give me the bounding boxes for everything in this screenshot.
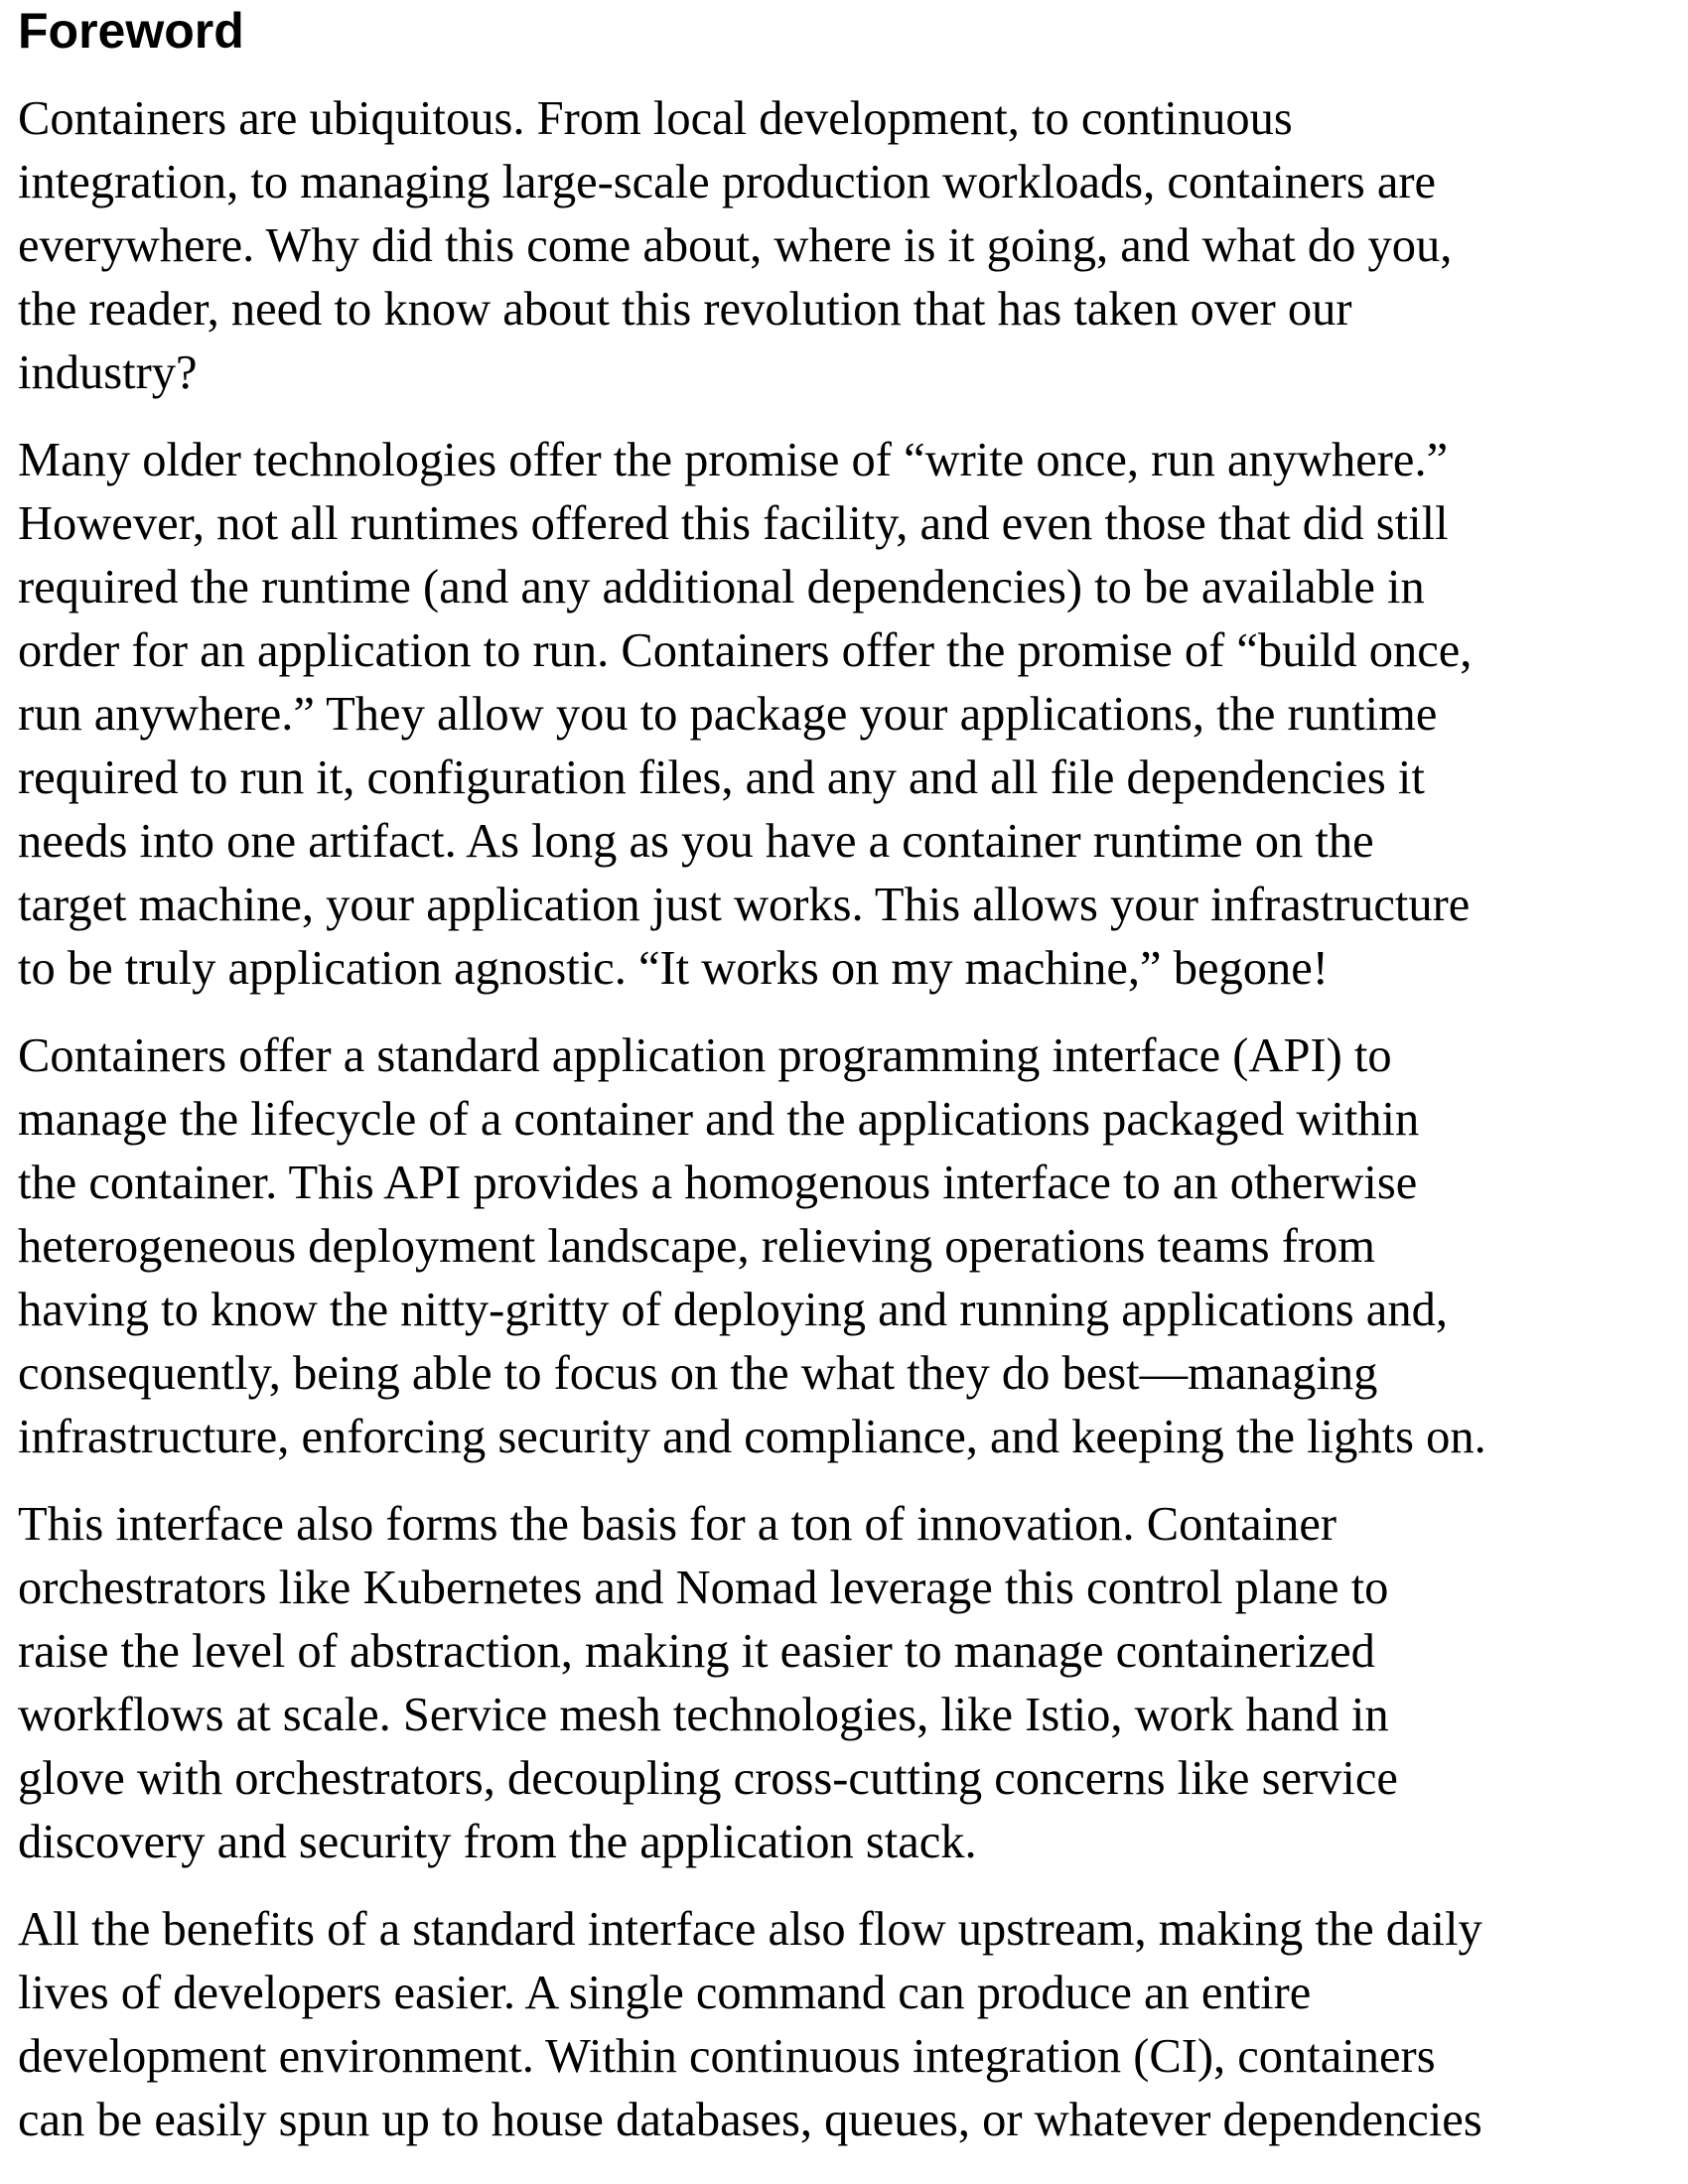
text-line: everywhere. Why did this come about, where is it going, and what do you, (18, 219, 1453, 272)
text-line: glove with orchestrators, decoupling cross-cutting concerns like service (18, 1752, 1398, 1805)
text-line: This interface also forms the basis for a ton of innovation. Container (18, 1498, 1337, 1551)
text-line: Many older technologies offer the promise of “write once, run anywhere.” (18, 434, 1449, 486)
text-line: can be easily spun up to house databases, queues, or whatever dependencies (18, 2094, 1482, 2146)
text-line: However, not all runtimes offered this facility, and even those that did still (18, 497, 1449, 550)
text-line: All the benefits of a standard interface also flow upstream, making the daily (18, 1903, 1482, 1956)
text-line: development environment. Within continuous integration (CI), containers (18, 2030, 1436, 2083)
text-line: discovery and security from the application stack. (18, 1816, 977, 1868)
text-line: consequently, being able to focus on the what they do best—managing (18, 1347, 1378, 1400)
foreword-body (18, 87, 1678, 2176)
page-heading: Foreword (18, 3, 244, 59)
text-line: the container. This API provides a homogenous interface to an otherwise (18, 1157, 1418, 1209)
text-line: having to know the nitty-gritty of deploying and running applications and, (18, 1284, 1448, 1336)
text-line: to be truly application agnostic. “It works on my machine,” begone! (18, 942, 1329, 995)
paragraph-3 (18, 1024, 1678, 1469)
text-line: required the runtime (and any additional dependencies) to be available in (18, 561, 1425, 614)
text-line: the reader, need to know about this revolution that has taken over our (18, 283, 1352, 336)
text-line: target machine, your application just works. This allows your infrastructure (18, 879, 1471, 931)
paragraph-2 (18, 429, 1678, 1001)
text-line: Containers offer a standard application programming interface (API) to (18, 1029, 1392, 1082)
text-line: integration, to managing large-scale production workloads, containers are (18, 156, 1437, 208)
text-line: order for an application to run. Containers offer the promise of “build once, (18, 624, 1473, 677)
text-line: heterogeneous deployment landscape, relieving operations teams from (18, 1220, 1375, 1273)
text-line: orchestrators like Kubernetes and Nomad leverage this control plane to (18, 1562, 1389, 1614)
text-line: needs into one artifact. As long as you have a container runtime on the (18, 815, 1374, 868)
text-line: run anywhere.” They allow you to package your applications, the runtime (18, 688, 1438, 741)
text-line: lives of developers easier. A single command can produce an entire (18, 1967, 1312, 2019)
paragraph-1 (18, 87, 1678, 405)
text-line: raise the level of abstraction, making it easier to manage containerized (18, 1625, 1375, 1678)
text-line: required to run it, configuration files, and any and all file dependencies it (18, 751, 1425, 804)
text-line: Containers are ubiquitous. From local development, to continuous (18, 92, 1293, 145)
paragraph-4 (18, 1493, 1678, 1874)
text-line: manage the lifecycle of a container and the applications packaged within (18, 1093, 1420, 1146)
text-line: industry? (18, 346, 198, 399)
paragraph-5 (18, 1898, 1678, 2152)
text-line: infrastructure, enforcing security and compliance, and keeping the lights on. (18, 1411, 1486, 1463)
text-line: workflows at scale. Service mesh technologies, like Istio, work hand in (18, 1689, 1389, 1741)
